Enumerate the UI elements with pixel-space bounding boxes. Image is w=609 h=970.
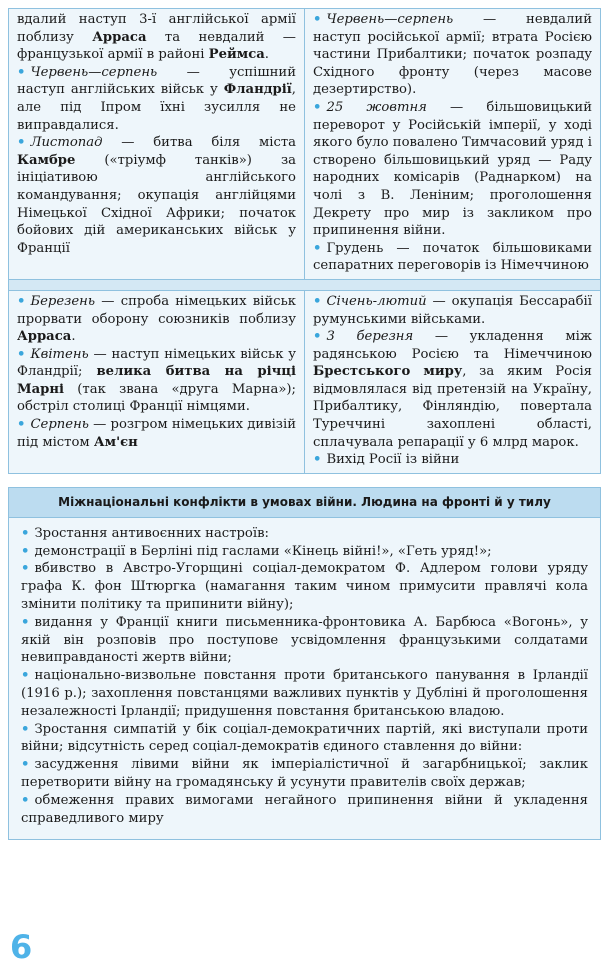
entry: • Березень — спроба німецьких військ прорвати оборону союзників поблизу Арраса.: [17, 293, 296, 345]
west-front-1917: [9, 9, 305, 280]
entry: • Квітень — наступ німецьких військ у Фландрії; велика битва на річці Марні (так звана «друга Марна»); обстріл столиці Франції німцями.: [17, 346, 296, 415]
page: [8, 8, 601, 840]
bullet-icon: •: [313, 99, 322, 115]
west-front-1918: [9, 290, 305, 473]
list-item: • національно-визвольне повстання проти британського панування в Ірландії (1916 р.); захоплення повстанцями важливих пунктів у Дубліні й проголошення незалежності Ірландії; придушення повстання британською владою.: [21, 668, 588, 719]
entry: • Листопад — битва біля міста Камбре («тріумф танків») за ініціативою англійського командування; окупація англійцями Німецької Східної Африки; початок бойових дій американських військ у Франції: [17, 135, 296, 256]
entry: • Червень—серпень — невдалий наступ російської армії; втрата Росією частини Прибалтики; початок розпаду Східного фронту (через масове дезертирство).: [313, 12, 592, 98]
entry: • Січень-лютий — окупація Бессарабії румунськими військами.: [313, 293, 592, 327]
bullet-icon: •: [17, 293, 26, 309]
list-item: • засудження лівими війни як імперіалістичної й загарбницької; заклик перетворити війну на громадянську й усунути правителів своїх держав;: [21, 757, 588, 790]
entry: • Грудень — початок більшовиками сепаратних переговорів із Німеччиною: [313, 240, 592, 274]
east-front-1917: [305, 9, 601, 280]
bullet-icon: •: [21, 525, 30, 541]
bullet-icon: •: [17, 64, 26, 80]
entry: • Вихід Росії із війни: [313, 452, 460, 468]
list-item: • Зростання симпатій у бік соціал-демократичних партій, які виступали проти війни; відсутність серед соціал-демократів єдиного ставлення до війни:: [21, 721, 588, 755]
row-1917: [9, 9, 601, 280]
bullet-icon: •: [21, 614, 30, 630]
bullet-icon: •: [17, 346, 26, 362]
list-item: • видання у Франції книги письменника-фронтовика А. Барбюса «Вогонь», у якій він розповів про поступове усвідомлення французькими солдатами невиправданості жертв війни;: [21, 614, 588, 666]
row-1918: [9, 290, 601, 473]
year-heading: [9, 279, 601, 290]
bullet-icon: •: [21, 561, 30, 577]
bullet-icon: •: [313, 12, 322, 27]
bullet-icon: •: [313, 452, 322, 468]
bullet-icon: •: [21, 543, 30, 559]
list-item: • демонстрації в Берліні під гаслами «Кінець війні!», «Геть уряд!»;: [21, 543, 492, 559]
page-number: 6: [10, 928, 33, 966]
list-item: • вбивство в Австро-Угорщині соціал-демократом Ф. Адлером голови уряду графа К. фон Штюргка (намагання таким чином примусити правлячі кола змінити політику та припинити війну);: [21, 561, 588, 613]
entry: • 25 жовтня — більшовицький переворот у Російській імперії, у ході якого було повалено Тимчасовий уряд і створено більшовицький уряд — Раду народних комісарів (Раднарком) на чолі з В. Леніним; проголошення Декрету про мир із закликом про припинення війни.: [313, 99, 592, 239]
bullet-icon: •: [21, 757, 30, 773]
list-item: • Зростання антивоєнних настроїв:: [21, 525, 269, 541]
bullet-icon: •: [21, 721, 30, 737]
bullet-icon: •: [17, 417, 26, 433]
bullet-icon: •: [17, 135, 26, 151]
box-body: [9, 518, 600, 840]
east-front-1918: [305, 290, 601, 473]
bullet-icon: •: [21, 668, 30, 684]
chronology-table: [8, 8, 601, 474]
bullet-icon: •: [21, 792, 30, 808]
conflicts-box: [8, 487, 601, 841]
entry: вдалий наступ 3-ї англійської армії поблизу Арраса та невдалий — французької армії в районі Реймса.: [17, 12, 296, 63]
bullet-icon: •: [313, 293, 322, 309]
list-item: • обмеження правих вимогами негайного припинення війни й укладення справедливого миру: [21, 792, 588, 826]
bullet-icon: •: [313, 329, 322, 345]
entry: • Серпень — розгром німецьких дивізій під містом Ам'єн: [17, 417, 296, 450]
entry: • Червень—серпень — успішний наступ англійських військ у Фландрії, але під Іпром їхні зусилля не виправдалися.: [17, 64, 296, 133]
year-row: [9, 279, 601, 290]
box-title: Міжнаціональні конфлікти в умовах війни. Людина на фронті й у тилу: [9, 488, 600, 518]
entry: • 3 березня — укладення між радянською Росією та Німеччиною Брестського миру, за яким Росія відмовлялася від претензій на Україну, Прибалтику, Фінляндію, повертала Туреччині захоплені області, сплачувала репарації у 6 млрд марок.: [313, 329, 593, 450]
bullet-icon: •: [313, 240, 322, 256]
